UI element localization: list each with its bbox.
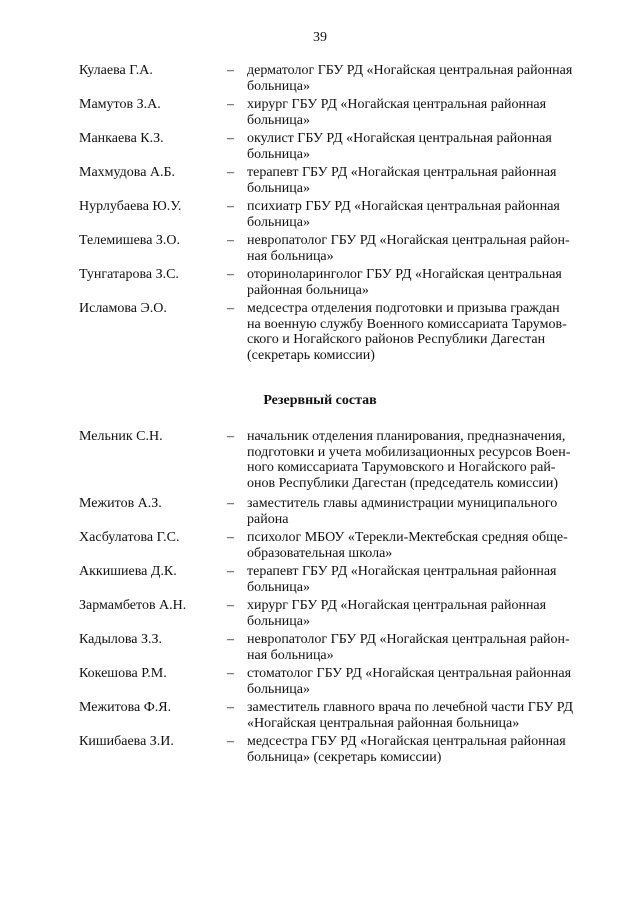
member-row	[79, 267, 607, 301]
member-role: начальник отделения планирования, предназначения, подготовки и учета мобилизационных ресурсов Воен- ного комиссариата Тарумовского и Ногайского рай- онов Республики Дагестан (председатель комиссии)	[247, 429, 571, 491]
member-row	[79, 632, 607, 666]
member-row	[79, 63, 607, 97]
member-name: Межитова Ф.Я.	[79, 700, 172, 715]
member-role: психолог МБОУ «Терекли-Мектебская средняя обще- образовательная школа»	[247, 530, 568, 561]
dash: –	[227, 63, 234, 78]
dash: –	[227, 267, 234, 282]
dash: –	[227, 165, 234, 180]
dash: –	[227, 564, 234, 579]
dash: –	[227, 301, 234, 316]
member-row	[79, 233, 607, 267]
member-role: терапевт ГБУ РД «Ногайская центральная районная больница»	[247, 564, 557, 595]
member-name: Нурлубаева Ю.У.	[79, 199, 182, 214]
member-name: Исламова Э.О.	[79, 301, 167, 316]
member-role: стоматолог ГБУ РД «Ногайская центральная районная больница»	[247, 666, 572, 697]
member-row	[79, 700, 607, 734]
member-role: невропатолог ГБУ РД «Ногайская центральная район- ная больница»	[247, 233, 570, 264]
member-role: оториноларинголог ГБУ РД «Ногайская центральная районная больница»	[247, 267, 562, 298]
reserve-heading: Резервный состав	[263, 393, 377, 408]
member-name: Мельник С.Н.	[79, 429, 163, 444]
member-name: Кадылова З.З.	[79, 632, 163, 647]
member-name: Хасбулатова Г.С.	[79, 530, 180, 545]
member-name: Зармамбетов А.Н.	[79, 598, 187, 613]
dash: –	[227, 700, 234, 715]
member-row	[79, 598, 607, 632]
member-role: терапевт ГБУ РД «Ногайская центральная районная больница»	[247, 165, 557, 196]
member-row	[79, 564, 607, 598]
member-row	[79, 666, 607, 700]
member-role: заместитель главного врача по лечебной части ГБУ РД «Ногайская центральная районная больница»	[247, 700, 574, 731]
member-row	[79, 496, 607, 530]
member-role: медсестра ГБУ РД «Ногайская центральная районная больница» (секретарь комиссии)	[247, 734, 566, 765]
member-row	[79, 165, 607, 199]
member-name: Кишибаева З.И.	[79, 734, 174, 749]
member-role: окулист ГБУ РД «Ногайская центральная районная больница»	[247, 131, 552, 162]
dash: –	[227, 496, 234, 511]
member-name: Межитов А.З.	[79, 496, 162, 511]
dash: –	[227, 97, 234, 112]
dash: –	[227, 530, 234, 545]
member-role: медсестра отделения подготовки и призыва граждан на военную службу Военного комиссариата Тарумов- ского и Ногайского районов Республики Дагестан (секретарь комиссии)	[247, 301, 567, 363]
member-row	[79, 131, 607, 165]
member-role: заместитель главы администрации муниципального района	[247, 496, 558, 527]
member-name: Телемишева З.О.	[79, 233, 181, 248]
member-role: невропатолог ГБУ РД «Ногайская центральная район- ная больница»	[247, 632, 570, 663]
member-role: психиатр ГБУ РД «Ногайская центральная районная больница»	[247, 199, 560, 230]
dash: –	[227, 734, 234, 749]
page-number: 39	[313, 30, 327, 45]
reserve-members-list	[79, 429, 607, 768]
member-row	[79, 301, 607, 367]
member-name: Махмудова А.Б.	[79, 165, 176, 180]
member-row	[79, 530, 607, 564]
member-name: Аккишиева Д.К.	[79, 564, 177, 579]
member-name: Кулаева Г.А.	[79, 63, 153, 78]
main-members-list	[79, 63, 607, 367]
member-role: дерматолог ГБУ РД «Ногайская центральная районная больница»	[247, 63, 573, 94]
member-name: Манкаева К.З.	[79, 131, 164, 146]
member-name: Мамутов З.А.	[79, 97, 161, 112]
dash: –	[227, 632, 234, 647]
dash: –	[227, 199, 234, 214]
member-row	[79, 429, 607, 496]
dash: –	[227, 598, 234, 613]
member-row	[79, 97, 607, 131]
dash: –	[227, 233, 234, 248]
member-role: хирург ГБУ РД «Ногайская центральная районная больница»	[247, 97, 547, 128]
member-role: хирург ГБУ РД «Ногайская центральная районная больница»	[247, 598, 547, 629]
member-row	[79, 199, 607, 233]
dash: –	[227, 666, 234, 681]
member-name: Кокешова Р.М.	[79, 666, 167, 681]
dash: –	[227, 429, 234, 444]
member-row	[79, 734, 607, 768]
member-name: Тунгатарова З.С.	[79, 267, 179, 282]
dash: –	[227, 131, 234, 146]
